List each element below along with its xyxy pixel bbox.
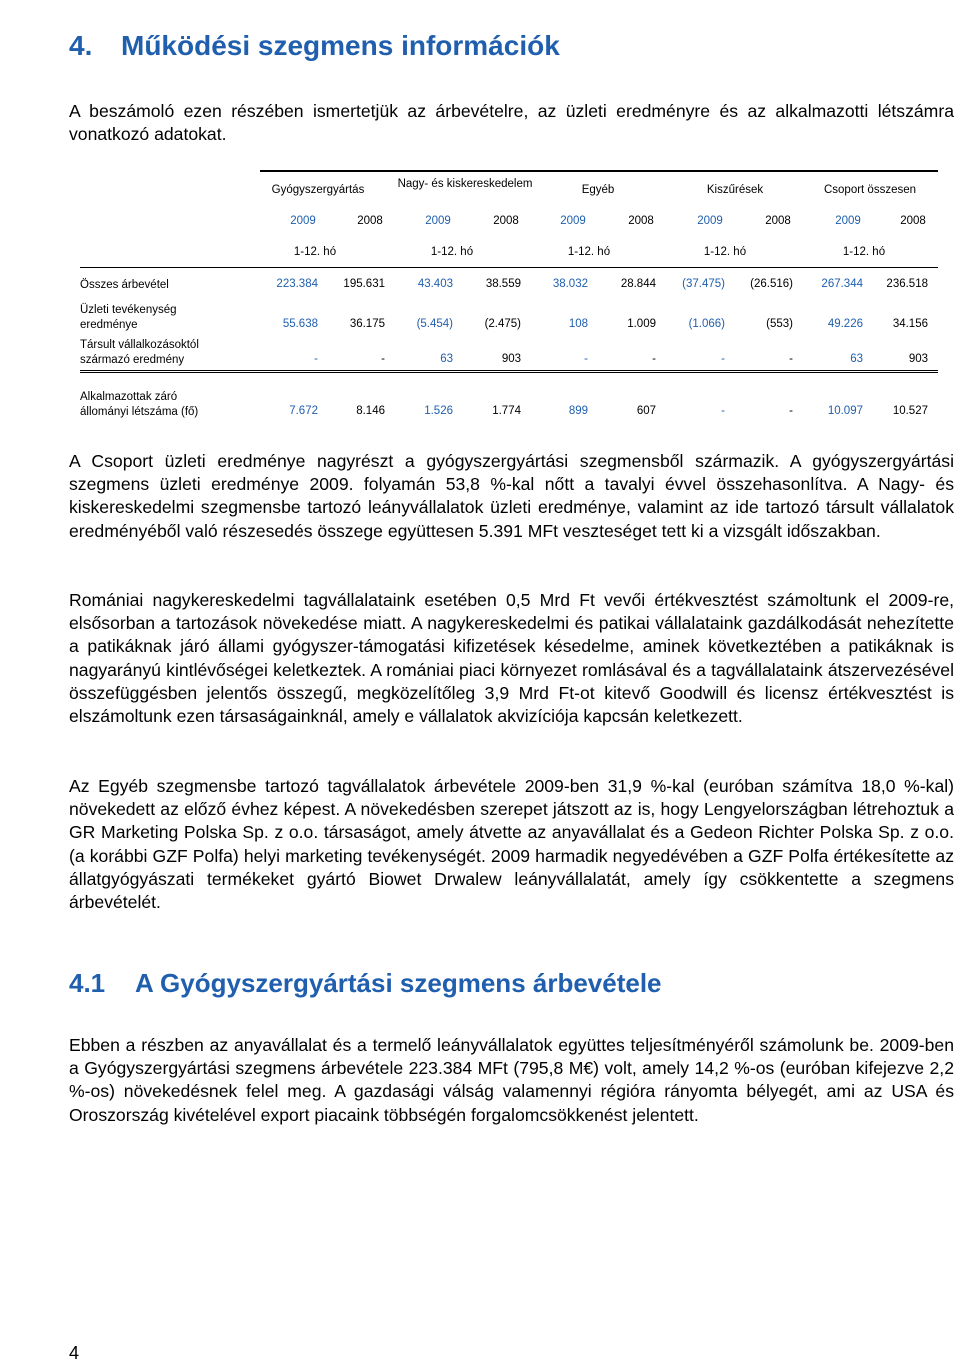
table-cell: 7.672 bbox=[289, 405, 318, 417]
subsection-heading bbox=[69, 968, 662, 999]
year-cell: 2008 bbox=[628, 215, 654, 227]
table-cell: 1.009 bbox=[627, 318, 656, 330]
table-cell: (1.066) bbox=[688, 318, 725, 330]
table-cell: 236.518 bbox=[886, 278, 928, 290]
header-segment: Gyógyszergyártás bbox=[271, 184, 365, 196]
subsection-number: 4.1 bbox=[69, 968, 106, 998]
subsection-title: A Gyógyszergyártási szegmens árbevétele bbox=[135, 968, 662, 998]
paragraph: A Csoport üzleti eredménye nagyrészt a gyógyszergyártási szegmensből származik. A gyógyszergyártási szegmens üzleti eredménye 2009. folyamán 53,8 %-kal nőtt a tavalyi évvel összehasonlítva. A Nagy- és kiskereskedelmi szegmensbe tartozó leányvállalatok üzleti eredménye, valamint az ide tartozó társult vállalatok eredményéből való részesedés összege együttesen 5.391 MFt veszteséget tett ki a vizsgált időszakban. bbox=[69, 451, 954, 541]
year-cell: 2009 bbox=[697, 215, 723, 227]
year-cell: 2009 bbox=[290, 215, 316, 227]
table-cell: 10.527 bbox=[892, 405, 928, 417]
table-cell: (553) bbox=[766, 318, 793, 330]
table-cell: 38.032 bbox=[552, 278, 588, 290]
table-rule bbox=[80, 267, 938, 268]
section-heading bbox=[69, 30, 560, 62]
table-cell: 195.631 bbox=[343, 278, 385, 290]
period-cell: 1-12. hó bbox=[293, 246, 337, 258]
year-cell: 2008 bbox=[493, 215, 519, 227]
table-cell: (5.454) bbox=[416, 318, 453, 330]
table-cell: 55.638 bbox=[282, 318, 318, 330]
table-cell: - bbox=[652, 353, 656, 365]
table-cell: 1.526 bbox=[424, 405, 453, 417]
page-number: 4 bbox=[69, 1343, 80, 1363]
table-cell: 38.559 bbox=[485, 278, 521, 290]
table-cell: 903 bbox=[501, 353, 521, 365]
table-cell: 8.146 bbox=[356, 405, 385, 417]
intro-paragraph: A beszámoló ezen részében ismertetjük az árbevételre, az üzleti eredményre és az alkalmazotti létszámra vonatkozó adatokat. bbox=[69, 101, 954, 145]
table-cell: 903 bbox=[908, 353, 928, 365]
table-cell: - bbox=[381, 353, 385, 365]
section-title: Működési szegmens információk bbox=[121, 30, 560, 61]
row-label: Összes árbevétel bbox=[80, 279, 169, 291]
period-cell: 1-12. hó bbox=[703, 246, 747, 258]
table-cell: (37.475) bbox=[682, 278, 725, 290]
table-cell: 34.156 bbox=[892, 318, 928, 330]
table-cell: - bbox=[721, 353, 725, 365]
paragraph: Az Egyéb szegmensbe tartozó tagvállalatok árbevétele 2009-ben 31,9 %-kal (euróban számítva 18,0 %-kal) növekedett az előző évhez képest. A növekedésben szerepet játszott az is, hogy Lengyelországban létrehoztuk a GR Marketing Polska Sp. z o.o. társaságot, amely átvette az anyavállalat és a Gedeon Richter Polska Sp. z o.o. (a korábbi GZF Polfa) helyi marketing tevékenységét. 2009 harmadik negyedévében a GZF Polfa értékesítette az állatgyógyászati termékeket gyártó Biowet Drwalew leányvállalatát, amely így csökkentette a szegmens árbevételét. bbox=[69, 776, 954, 913]
table-cell: 63 bbox=[850, 353, 863, 365]
row-label: Társult vállalkozásoktól származó eredmény bbox=[80, 339, 199, 366]
paragraph: Romániai nagykereskedelmi tagvállalataink esetében 0,5 Mrd Ft vevői értékvesztést számoltunk el 2009-re, elsősorban a tartozások növekedése miatt. A nagykereskedelmi és patikai vállalataink gazdálkodását nehezítette a patikáknak járó állami gyógyszer-támogatási kifizetések késedelme, aminek következtében a patikáknak is nagyarányú kintlévőségei keletkeztek. A romániai piaci környezet romlásával és a tagvállalataink átszervezésével összefüggésben jelentős összegű, megközelítőleg 3,9 Mrd Ft-ot kitevő Goodwill és licensz értékvesztést is elszámoltunk ezen társaságainknál, amely e vállalatok akvizíciója kapcsán keletkezett. bbox=[69, 590, 954, 727]
section-number: 4. bbox=[69, 30, 93, 61]
table-cell: 43.403 bbox=[417, 278, 453, 290]
year-cell: 2008 bbox=[900, 215, 926, 227]
table-cell: 267.344 bbox=[821, 278, 863, 290]
header-segment: Egyéb bbox=[581, 184, 615, 196]
table-cell: 63 bbox=[440, 353, 453, 365]
table-cell: - bbox=[721, 405, 725, 417]
table-cell: 223.384 bbox=[276, 278, 318, 290]
period-cell: 1-12. hó bbox=[430, 246, 474, 258]
table-cell: - bbox=[314, 353, 318, 365]
header-segment: Nagy- és kiskereskedelem bbox=[397, 178, 533, 190]
header-segment: Kiszűrések bbox=[706, 184, 764, 196]
year-cell: 2008 bbox=[765, 215, 791, 227]
table-cell: 49.226 bbox=[827, 318, 863, 330]
table-rule bbox=[80, 370, 938, 371]
table-cell: - bbox=[789, 353, 793, 365]
subsection-paragraph: Ebben a részben az anyavállalat és a termelő leányvállalatok együttes teljesítményéről számolunk be. 2009-ben a Gyógyszergyártási szegmens árbevétele 223.384 MFt (795,8 M€) volt, amely 14,2 %-os (euróban kifejezve 2,2 %-os) növekedésnek felel meg. A gazdasági válság valamennyi régióra rányomta bélyegét, ami az USA és Oroszország kivételével export piacaink többségén forgalomcsökkenést jelentett. bbox=[69, 1035, 954, 1125]
table-cell: - bbox=[584, 353, 588, 365]
header-segment: Csoport összesen bbox=[823, 184, 917, 196]
year-cell: 2008 bbox=[357, 215, 383, 227]
table-cell: 607 bbox=[636, 405, 656, 417]
table-cell: 899 bbox=[568, 405, 588, 417]
table-cell: 1.774 bbox=[492, 405, 521, 417]
table-cell: (2.475) bbox=[484, 318, 521, 330]
row-label: Alkalmazottak záró állományi létszáma (fő) bbox=[80, 391, 199, 418]
table-cell: - bbox=[789, 405, 793, 417]
table-cell: 28.844 bbox=[620, 278, 656, 290]
table-cell: 36.175 bbox=[349, 318, 385, 330]
period-cell: 1-12. hó bbox=[567, 246, 611, 258]
row-label: Üzleti tevékenység eredménye bbox=[80, 304, 177, 331]
year-cell: 2009 bbox=[835, 215, 861, 227]
table-rule bbox=[80, 372, 938, 373]
table-cell: (26.516) bbox=[750, 278, 793, 290]
year-cell: 2009 bbox=[425, 215, 451, 227]
table-top-rule bbox=[260, 170, 938, 172]
year-cell: 2009 bbox=[560, 215, 586, 227]
period-cell: 1-12. hó bbox=[842, 246, 886, 258]
table-cell: 10.097 bbox=[827, 405, 863, 417]
table-cell: 108 bbox=[568, 318, 588, 330]
